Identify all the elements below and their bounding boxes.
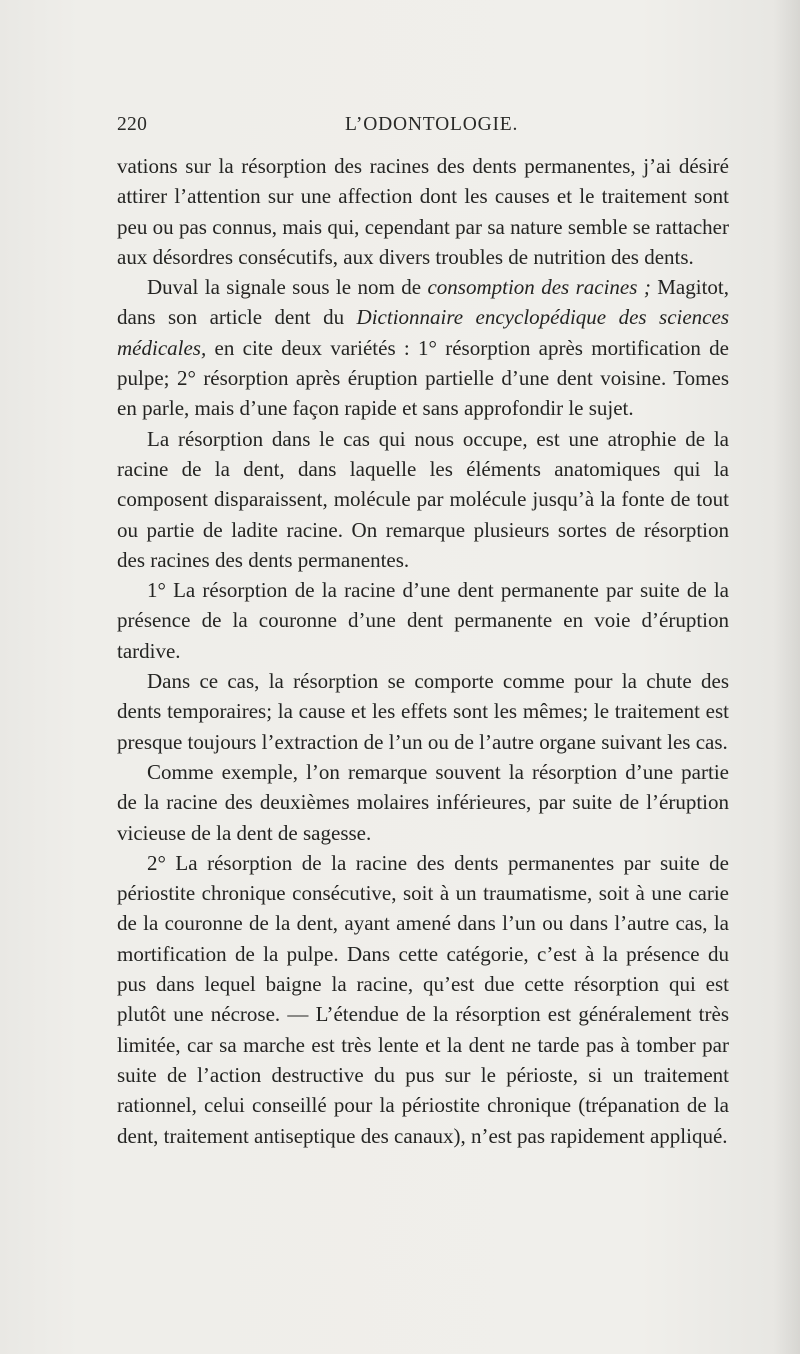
paragraph-2-part-1: Duval la signale sous le nom de [147, 275, 428, 300]
running-title: L’ODONTOLOGIE. [345, 114, 519, 135]
paragraph-7: 2° La résorption de la racine des dents permanentes par suite de périostite chronique consécutive, soit à un traumatisme, soit à une carie de la couronne de la dent, ayant amené dans l’un ou dans l’autre cas, la mortification de la pulpe. Dans cette catégorie, c’est à la présence du pus dans lequel baigne la racine, qu’est due cette résorption qui est plutôt une nécrose. — L’étendue de la résorption est généralement très limitée, car sa marche est très lente et la dent ne tarde pas à tomber par suite de l’action destructive du pus sur le périoste, si un traitement rationnel, celui conseillé pour la périostite chronique (trépanation de la dent, traitement antiseptique des canaux), n’est pas rapidement appliqué. [117, 850, 729, 1148]
paragraph-4: 1° La résorption de la racine d’une dent permanente par suite de la présence de la couronne d’une dent permanente en voie d’éruption tardive. [117, 578, 729, 663]
body-text [117, 151, 729, 1151]
paragraph-2-part-2: Magitot, dans son article dent du [117, 275, 729, 330]
paragraph-2-part-3: en cite deux variétés : 1° résorption après mortification de pulpe; 2° résorption après éruption partielle d’une dent voisine. Tomes en parle, mais d’une façon rapide et sans approfondir le sujet. [117, 335, 729, 421]
paragraph-6: Comme exemple, l’on remarque souvent la résorption d’une partie de la racine des deuxièmes molaires inférieures, par suite de l’éruption vicieuse de la dent de sagesse. [117, 759, 729, 845]
page-edge-shadow [774, 0, 800, 1354]
paragraph-1: vations sur la résorption des racines des dents permanentes, j’ai désiré attirer l’attention sur une affection dont les causes et le traitement sont peu ou pas connus, mais qui, cependant par sa nature semble se rattacher aux désordres consécutifs, aux divers troubles de nutrition des dents. [117, 154, 729, 269]
italic-title-dictionnaire: Dictionnaire encyclopédique des sciences médicales, [117, 305, 729, 360]
running-head [117, 112, 729, 142]
paragraph-2 [117, 272, 729, 423]
italic-term-consomption: consomption des racines ; [427, 275, 651, 300]
paragraph-5: Dans ce cas, la résorption se comporte comme pour la chute des dents temporaires; la cause et les effets sont les mêmes; le traitement est presque toujours l’extraction de l’un ou de l’autre organe suivant les cas. [117, 669, 729, 754]
paragraph-3: La résorption dans le cas qui nous occupe, est une atrophie de la racine de la dent, dans laquelle les éléments anatomiques qui la composent disparaissent, molécule par molécule jusqu’à la fonte de tout ou partie de ladite racine. On remarque plusieurs sortes de résorption des racines des dents permanentes. [117, 426, 729, 572]
page-number: 220 [117, 114, 148, 135]
